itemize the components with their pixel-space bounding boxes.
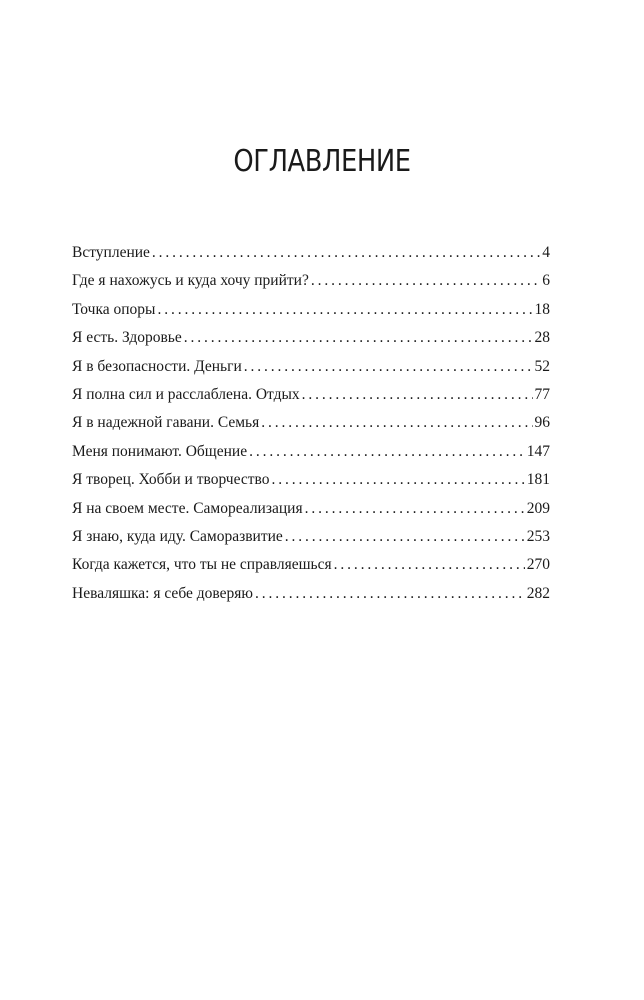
toc-page-number: 253 [526, 527, 550, 545]
toc-page-number: 270 [526, 556, 550, 574]
page-title: ОГЛАВЛЕНИЕ [233, 144, 411, 179]
toc-entry-title: Я в надежной гавани. Семья [72, 414, 260, 432]
toc-entry [72, 495, 550, 523]
toc-entry-title: Вступление [72, 244, 150, 261]
toc-entry-title: Я есть. Здоровье [72, 329, 182, 347]
toc-dot-leader [302, 381, 533, 409]
toc-dot-leader [152, 239, 540, 267]
toc-entry-title: Я творец. Хобби и творчество [72, 471, 270, 489]
toc-entry [72, 551, 550, 579]
toc-dot-leader [261, 409, 532, 437]
toc-dot-leader [271, 466, 524, 494]
toc-entry [72, 409, 550, 437]
toc-entry [72, 523, 550, 551]
toc-page-number: 209 [526, 499, 550, 517]
toc-page-number: 28 [534, 329, 550, 347]
toc-page-number: 96 [534, 414, 550, 432]
toc-dot-leader [255, 580, 525, 608]
toc-entry [72, 466, 550, 494]
toc-page-number: 282 [526, 584, 550, 602]
toc-entry-title: Я на своем месте. Самореализация [72, 499, 303, 517]
toc-entry [72, 381, 550, 409]
toc-entry-title: Когда кажется, что ты не справляешься [72, 556, 332, 574]
table-of-contents [72, 239, 550, 608]
toc-entry-title: Я полна сил и расслаблена. Отдых [72, 385, 300, 403]
toc-page-number: 181 [526, 471, 550, 489]
toc-dot-leader [334, 551, 525, 579]
toc-dot-leader [244, 353, 533, 381]
toc-entry [72, 239, 550, 267]
toc-dot-leader [285, 523, 525, 551]
toc-entry [72, 438, 550, 466]
toc-page-number: 18 [534, 300, 550, 318]
toc-dot-leader [305, 495, 525, 523]
toc-dot-leader [311, 267, 540, 295]
toc-page-number: 6 [542, 272, 550, 290]
toc-entry [72, 353, 550, 381]
toc-entry [72, 267, 550, 295]
toc-entry [72, 296, 550, 324]
toc-entry-title: Точка опоры [72, 300, 156, 318]
toc-entry-title: Я знаю, куда иду. Саморазвитие [72, 527, 283, 545]
toc-page-number: 147 [526, 442, 550, 460]
toc-dot-leader [249, 438, 525, 466]
toc-entry [72, 580, 550, 608]
toc-page-number: 4 [542, 244, 550, 261]
toc-dot-leader [157, 296, 532, 324]
toc-entry [72, 324, 550, 352]
toc-entry-title: Неваляшка: я себе доверяю [72, 584, 253, 602]
toc-entry-title: Меня понимают. Общение [72, 442, 248, 460]
toc-page-number: 52 [534, 357, 550, 375]
toc-page-number: 77 [534, 385, 550, 403]
toc-entry-title: Где я нахожусь и куда хочу прийти? [72, 272, 309, 290]
toc-entry-title: Я в безопасности. Деньги [72, 357, 242, 375]
toc-dot-leader [184, 324, 533, 352]
